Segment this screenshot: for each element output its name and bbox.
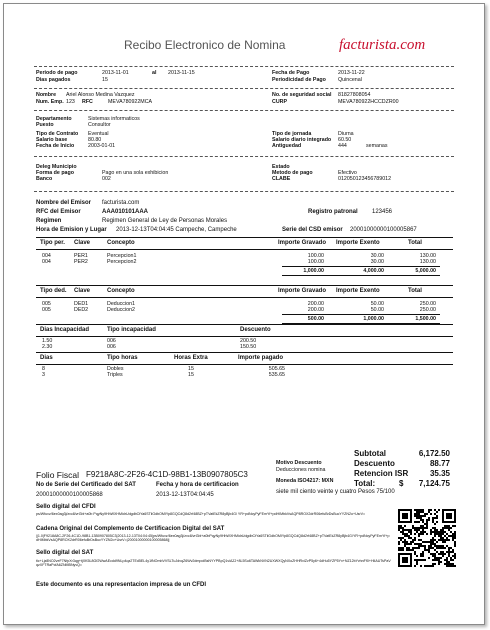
fecha-cert-value: 2013-12-13T04:04:45 (156, 492, 214, 498)
horas-row-1-tipo: Dobles (107, 366, 124, 372)
cadena-label: Cadena Original del Complemento de Certificacion Digital del SAT (36, 526, 225, 532)
footer-note: Este documento es una representacion impresa de un CFDI (36, 582, 207, 588)
total-value: 7,124.75 (418, 479, 450, 488)
periodicidad-value: Quincenal (338, 77, 362, 83)
metodo-value: Efectivo (338, 170, 357, 176)
cert-sat-value: 20001000000100005868 (36, 492, 103, 498)
ded-header-tipo: Tipo ded. (40, 288, 67, 294)
per-row-2-tipo: 004 (42, 259, 51, 265)
horas-header-importe: Importe pagado (238, 355, 284, 361)
divider (34, 66, 454, 67)
rfc-label: RFC (82, 99, 93, 105)
page-title: Recibo Electronico de Nomina (124, 38, 286, 52)
nombre-value: Ariel Alonso Medina Vazquez (66, 92, 135, 98)
estado-label: Estado (272, 164, 290, 170)
hora-value: 2013-12-13T04:04:45 Campeche, Campeche (116, 227, 237, 233)
descuento-label: Descuento (354, 459, 395, 468)
deducciones-header-line (36, 297, 453, 298)
motivo-value: Deducciones nomina (276, 467, 326, 473)
descuento-value: 88.77 (429, 459, 450, 468)
ded-row-2-gravado: 200.00 (307, 307, 324, 313)
antiguedad-unit: semanas (366, 143, 388, 149)
forma-value: Pago en una sola exhibicion (102, 170, 169, 176)
clabe-value: 012050123456789012 (338, 176, 392, 182)
percepciones-totals-line (282, 266, 440, 267)
nss-label: No. de seguridad social (272, 92, 332, 98)
csd-value: 20001000000100005867 (350, 227, 417, 233)
per-total-gravado: 1,000.00 (303, 268, 324, 274)
inc-row-2-tipo: 006 (107, 344, 116, 350)
registro-value: 123456 (372, 209, 393, 215)
antiguedad-value: 444 (338, 143, 347, 149)
ded-header-total: Total (408, 288, 422, 294)
periodo-from: 2013-11-01 (102, 70, 129, 76)
inc-header-tipo: Tipo incapacidad (107, 327, 156, 333)
per-row-1-exento: 30.00 (370, 253, 384, 259)
departamento-value: Sistemas informaticos (88, 116, 140, 122)
horas-row-2-dias: 3 (42, 372, 45, 378)
deducciones-top-line (36, 285, 453, 286)
per-header-exento: Importe Exento (336, 240, 380, 246)
inc-row-1-dias: 1.50 (42, 338, 53, 344)
per-header-tipo: Tipo per. (40, 240, 65, 246)
inc-row-2-dias: 2.30 (42, 344, 53, 350)
emisor-rfc-label: RFC del Emisor (36, 209, 81, 215)
contrato-value: Eventual (88, 131, 109, 137)
num-emp-value: 123 (66, 99, 75, 105)
sdi-value: 60.50 (338, 137, 352, 143)
salario-label: Salario base (36, 137, 68, 143)
horas-header-dias: Dias (40, 355, 53, 361)
banco-value: 002 (102, 176, 111, 182)
curp-value: MEVA780922HCCDZR00 (338, 99, 399, 105)
incapacidades-top-line (36, 324, 453, 325)
registro-label: Registro patronal (308, 209, 358, 215)
facturista-logo: facturista.com (339, 37, 426, 53)
ded-row-1-gravado: 200.00 (307, 301, 324, 307)
emisor-nombre-value: facturista.com (102, 200, 140, 206)
ded-row-1-total: 250.00 (419, 301, 436, 307)
divider (34, 110, 454, 111)
contrato-label: Tipo de Contrato (36, 131, 79, 137)
retencion-label: Retencion ISR (354, 469, 409, 478)
per-row-1-clave: PER1 (74, 253, 88, 259)
sello-cfdi-label: Sello digital del CFDI (36, 504, 96, 510)
per-row-1-gravado: 100.00 (307, 253, 324, 259)
per-header-concepto: Concepto (107, 240, 135, 246)
horas-row-1-importe: 505.65 (268, 366, 285, 372)
inicio-label: Fecha de Inicio (36, 143, 75, 149)
payroll-receipt (3, 3, 485, 625)
horas-row-2-tipo: Triples (107, 372, 123, 378)
retencion-value: 35.35 (429, 469, 450, 478)
ded-row-2-total: 250.00 (419, 307, 436, 313)
inc-header-descuento: Descuento (240, 327, 271, 333)
fecha-pago-label: Fecha de Pago (272, 70, 310, 76)
ded-row-2-concepto: Deduccion2 (107, 307, 135, 313)
percepciones-bottom-line (282, 275, 440, 276)
total-label: Total: (354, 479, 376, 488)
hora-label: Hora de Emision y Lugar (36, 227, 107, 233)
horas-header-tipo: Tipo horas (107, 355, 138, 361)
divider (34, 191, 454, 192)
emisor-nombre-label: Nombre del Emisor (36, 200, 92, 206)
deducciones-totals-line (282, 314, 440, 315)
al-label: al (152, 70, 157, 76)
folio-value: F9218A8C-2F26-4C1D-98B1-13B0907805C3 (86, 470, 248, 479)
jornada-value: Diurna (338, 131, 354, 137)
inc-row-2-descuento: 150.50 (240, 344, 257, 350)
sdi-label: Salario diario integrado (272, 137, 332, 143)
horas-row-1-dias: 8 (42, 366, 45, 372)
inicio-value: 2003-01-01 (88, 143, 116, 149)
per-row-2-concepto: Percepcion2 (107, 259, 137, 265)
periodo-to: 2013-11-15 (168, 70, 195, 76)
sello-sat-value: tic+Ljz8NO2veF7NfpXr3qg+tjXK5L8Gf2WwAEcdd9NLp4qz2TEd5EL4y1fNOmbVVSLTuJdvqZ6Wv2dmpoiBsNYYPBpQ1viAZJ+8L5Su6TAWkNVN2UXWXQyNXoZHHRviZvP5y6+4dHu5YZP5Yx+NZ12bYvhnFf0+HIiAUTsPaVqzXFTRaPcfA6ZNMBNyvQ= (36, 559, 391, 568)
per-row-1-total: 130.00 (419, 253, 436, 259)
horas-top-line (36, 352, 453, 353)
horas-header-extra: Horas Extra (174, 355, 208, 361)
ded-row-1-concepto: Deduccion1 (107, 301, 135, 307)
ded-total-exento: 1,000.00 (363, 316, 384, 322)
forma-label: Forma de pago (36, 170, 74, 176)
per-total-total: 5,000.00 (415, 268, 436, 274)
folio-label: Folio Fiscal (36, 470, 79, 480)
ded-row-1-clave: DED1 (74, 301, 89, 307)
nss-value: 81827808054 (338, 92, 371, 98)
periodicidad-label: Periodicidad de Pago (272, 77, 326, 83)
ded-row-1-tipo: 005 (42, 301, 51, 307)
inc-row-1-tipo: 006 (107, 338, 116, 344)
incapacidades-header-line (36, 336, 453, 337)
subtotal-value: 6,172.50 (418, 449, 450, 458)
inc-header-dias: Dias Incapacidad (40, 327, 90, 333)
fecha-cert-label: Fecha y hora de certificacion (156, 482, 239, 488)
nombre-label: Nombre (36, 92, 57, 98)
qr-code (398, 509, 456, 567)
sello-sat-label: Sello digital del SAT (36, 550, 94, 556)
metodo-label: Metodo de pago (272, 170, 313, 176)
ded-header-concepto: Concepto (107, 288, 135, 294)
divider (34, 88, 454, 89)
emisor-rfc-value: AAA010101AAA (102, 209, 149, 215)
clabe-label: CLABE (272, 176, 291, 182)
per-row-2-total: 130.00 (419, 259, 436, 265)
subtotal-label: Subtotal (354, 449, 386, 458)
per-row-1-tipo: 004 (42, 253, 51, 259)
total-currency: $ (399, 479, 404, 488)
total-letra-value: siete mil ciento veinte y cuatro Pesos 75/100 (276, 489, 395, 495)
ded-total-total: 1,500.00 (415, 316, 436, 322)
curp-label: CURP (272, 99, 288, 105)
per-row-1-concepto: Percepcion1 (107, 253, 137, 259)
banco-label: Banco (36, 176, 53, 182)
horas-header-line (36, 364, 453, 365)
moneda-label: Moneda ISO4217: MXN (276, 478, 334, 484)
per-header-clave: Clave (74, 240, 91, 246)
rfc-value: MEVA780922MCA (108, 99, 153, 105)
salario-value: 80.80 (88, 137, 102, 143)
cadena-value: ||1.0|F9218A8C-2F26-4C1D-98B1-13B0907805C3|2013-12-13T04:04:45|ps/Wfuvz/6ex0ag3j/zvc8/vrGbl+a0bPqyNy9HhWXHMidrUdgdbCtYa6STiiGdbOMIYp8GQCdQ8d2rf48BZ+pTVatEkZR8yBjb4G/YR+pdNcyPyFEmYf+pdHIMbkVsAQP8ROX2drR06efuBrDsBucYYZN2o+UsrV=|20001000000100005868|| (36, 534, 390, 543)
per-header-gravado: Importe Gravado (278, 240, 327, 246)
fecha-pago-value: 2013-11-22 (338, 70, 365, 76)
deleg-label: Deleg Municipio (36, 164, 77, 170)
ded-row-1-exento: 50.00 (370, 301, 384, 307)
horas-row-2-extra: 15 (188, 372, 194, 378)
num-emp-label: Num. Emp. (36, 99, 64, 105)
percepciones-header-line (36, 249, 453, 250)
ded-row-2-clave: DED2 (74, 307, 89, 313)
per-total-exento: 4,000.00 (363, 268, 384, 274)
per-row-2-exento: 30.00 (370, 259, 384, 265)
ded-row-2-tipo: 005 (42, 307, 51, 313)
ded-row-2-exento: 50.00 (370, 307, 384, 313)
csd-label: Serie del CSD emisor (282, 227, 343, 233)
regimen-label: Regimen (36, 218, 62, 224)
motivo-label: Motivo Descuento (276, 460, 322, 466)
regimen-value: Regimen General de Ley de Personas Morales (102, 218, 228, 224)
puesto-label: Puesto (36, 122, 54, 128)
ded-header-gravado: Importe Gravado (278, 288, 327, 294)
dias-label: Dias pagados (36, 77, 71, 83)
cert-sat-label: No de Serie del Certificado del SAT (36, 482, 136, 488)
per-header-total: Total (408, 240, 422, 246)
periodo-label: Periodo de pago (36, 70, 78, 76)
ded-total-gravado: 500.00 (307, 316, 324, 322)
horas-row-1-extra: 15 (188, 366, 194, 372)
ded-header-exento: Importe Exento (336, 288, 380, 294)
horas-row-2-importe: 535.65 (268, 372, 285, 378)
jornada-label: Tipo de jornada (272, 131, 312, 137)
departamento-label: Departamento (36, 116, 72, 122)
percepciones-top-line (36, 237, 453, 238)
dias-value: 15 (102, 77, 108, 83)
inc-row-1-descuento: 200.50 (240, 338, 257, 344)
per-row-2-gravado: 100.00 (307, 259, 324, 265)
puesto-value: Consultor (88, 122, 111, 128)
antiguedad-label: Antiguedad (272, 143, 302, 149)
divider (34, 156, 454, 157)
sello-cfdi-value: ps/Wfuvz/6ex0ag3j/zvc8/vrGbl+a0b PqyNy9HhWXHMidrUdgdbCtYa6STiiGdbOMIYp8GQCdQ8d2rf48BZ+pTVatEkZR8yBjb4G/ YR+pdNcyPyFEmYf+pdHIMbkVsAQP8ROX2drR06efuBrDsBucYYZN2o+UsrV= (36, 512, 366, 516)
ded-header-clave: Clave (74, 288, 91, 294)
per-row-2-clave: PER2 (74, 259, 88, 265)
